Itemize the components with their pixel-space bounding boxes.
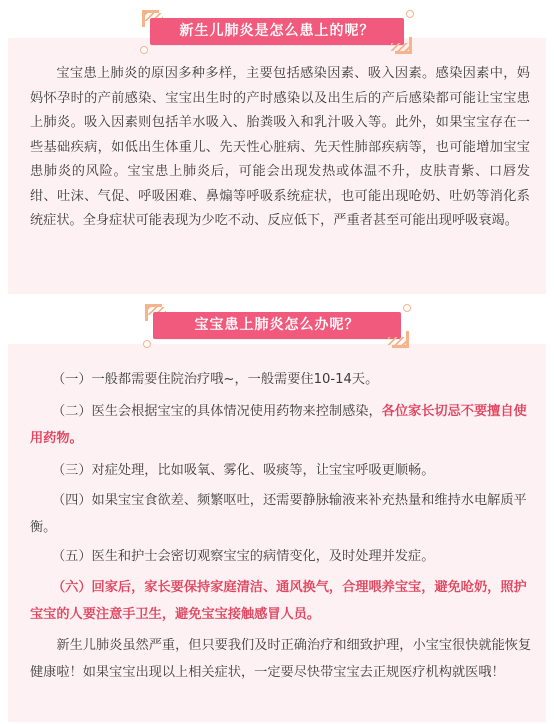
section-title-badge-causes [142,10,412,54]
badge-dot-decoration [403,304,411,312]
badge-bar [153,312,401,339]
treatment-item-text: （一）一般都需要住院治疗哦~，一般需要住10-14天。 [52,372,379,387]
treatment-item-text: （二）医生会根据宝宝的具体情况使用药物来控制感染， [52,404,382,419]
badge-dot-decoration [143,340,151,348]
closing-paragraph: 新生儿肺炎虽然严重，但只要我们及时正确治疗和细致护理，小宝宝很快就能恢复健康啦！如果宝宝出现以上相关症状，一定要尽快带宝宝去正规医疗机构就医哦！ [30,638,532,680]
treatment-item-2 [30,398,535,452]
section-causes [8,38,546,294]
badge-dot-decoration [140,46,148,54]
treatment-item-warning: （六）回家后，家长要保持家庭清洁、通风换气，合理喂养宝宝，避免呛奶，照护宝宝的人要注意手卫生，避免宝宝接触感冒人员。 [30,580,527,622]
treatment-item-text: （四）如果宝宝食欲差、频繁呕吐，还需要静脉输液来补充热量和维持水电解质平衡。 [30,493,527,535]
treatment-item-text: （三）对症处理，比如吸氧、雾化、吸痰等，让宝宝呼吸更顺畅。 [52,463,435,478]
badge-bar [150,18,404,45]
treatment-item-text: （五）医生和护士会密切观察宝宝的病情变化，及时处理并发症。 [52,549,435,564]
badge-dot-decoration [406,10,414,18]
treatment-item-6 [30,574,535,628]
section-title-badge-treatment [145,304,409,348]
treatment-item-3 [52,457,554,484]
badge-stripe-decoration [388,337,406,345]
causes-paragraph: 宝宝患上肺炎的原因多种多样，主要包括感染因素、吸入因素。感染因素中，妈妈怀孕时的产前感染、宝宝出生时的产时感染以及出生后的产后感染都可能让宝宝患上肺炎。吸入因素则包括羊水吸入、胎粪吸入和乳汁吸入等。此外，如果宝宝存在一些基础疾病，如低出生体重儿、先天性心脏病、先天性肺部疾病等，也可能增加宝宝患肺炎的风险。宝宝患上肺炎后，可能会出现发热或体温不升，皮肤青紫、口唇发绀、吐沫、气促、呼吸困难、鼻煽等呼吸系统症状，也可能出现呛奶、吐奶等消化系统症状。全身症状可能表现为少吃不动、反应低下，严重者甚至可能出现呼吸衰竭。 [30,66,530,228]
badge-stripe-decoration [391,43,409,51]
section-treatment [8,344,546,722]
treatment-item-warning: 各位家长切忌不要擅自使用药物。 [30,404,527,446]
treatment-item-1 [52,366,554,393]
section-title-causes: 新生儿肺炎是怎么患上的呢？ [179,23,375,39]
treatment-item-4 [30,487,535,541]
section-title-treatment: 宝宝患上肺炎怎么办呢？ [194,317,360,333]
treatment-item-5 [52,543,554,570]
